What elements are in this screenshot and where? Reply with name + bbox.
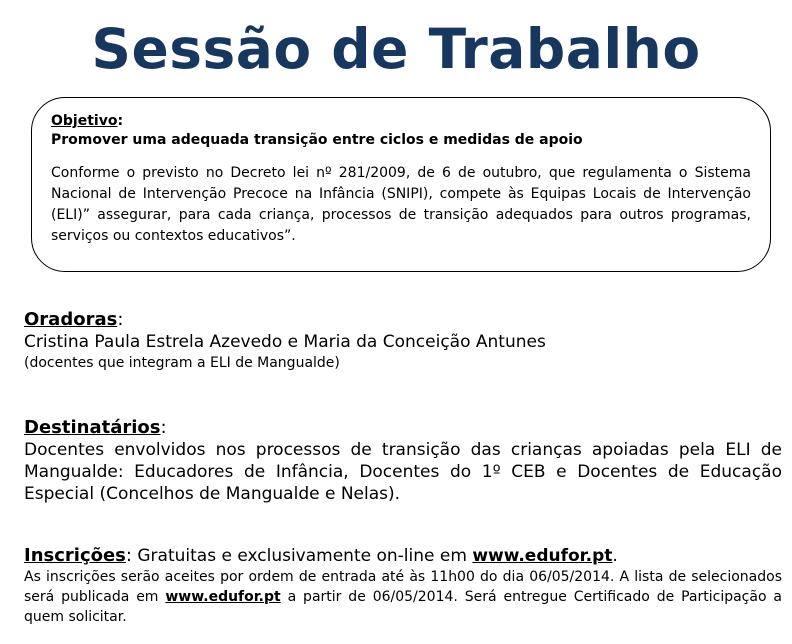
speakers-section xyxy=(24,309,782,373)
objective-box xyxy=(31,97,771,272)
registration-summary-line xyxy=(24,545,782,567)
speakers-heading xyxy=(24,309,782,331)
objective-headline: Promover uma adequada transição entre ciclos e medidas de apoio xyxy=(51,132,583,148)
registration-summary: Gratuitas e exclusivamente on-line em xyxy=(131,546,473,566)
audience-text: Docentes envolvidos nos processos de transição das crianças apoiadas pela ELI de Mangualde: Educadores de Infância, Docentes do 1º CEB e Docentes de Educação Especial (Concelhos de Mangualde e Nelas). xyxy=(24,440,782,504)
audience-heading-colon: : xyxy=(160,417,167,438)
registration-details-part1: As inscrições serão aceites por ordem de entrada até às 11h00 do dia 06/05/2014. A lista de selecionados será publicada em xyxy=(24,569,782,605)
objective-label-colon: : xyxy=(117,113,124,129)
registration-summary-end: . xyxy=(612,546,618,566)
registration-heading-colon: : xyxy=(125,545,132,566)
objective-label xyxy=(51,112,751,131)
objective-label-text: Objetivo xyxy=(51,113,118,129)
speakers-note: (docentes que integram a ELI de Mangualde) xyxy=(24,355,340,371)
registration-details-part2: a partir de 06/05/2014. Será entregue Certificado de Participação a quem solicitar. xyxy=(24,589,782,625)
registration-link[interactable]: www.edufor.pt xyxy=(472,546,613,566)
registration-details-link[interactable]: www.edufor.pt xyxy=(165,589,281,605)
page-title: Sessão de Trabalho xyxy=(91,17,701,81)
audience-heading-text: Destinatários xyxy=(24,417,161,438)
registration-details xyxy=(24,567,782,627)
audience-section xyxy=(24,417,782,505)
registration-section xyxy=(24,545,782,627)
registration-heading-text: Inscrições xyxy=(24,545,126,566)
objective-body: Conforme o previsto no Decreto lei nº 281/2009, de 6 de outubro, que regulamenta o Sistema Nacional de Intervenção Precoce na Infância (SNIPI), compete às Equipas Locais de Intervenção (ELI)” assegurar, para cada criança, processos de transição adequados para outros programas, serviços ou contextos educativos”. xyxy=(51,165,751,244)
speakers-heading-colon: : xyxy=(117,309,124,330)
speakers-names: Cristina Paula Estrela Azevedo e Maria da Conceição Antunes xyxy=(24,332,546,352)
audience-heading xyxy=(24,417,782,439)
speakers-heading-text: Oradoras xyxy=(24,309,118,330)
